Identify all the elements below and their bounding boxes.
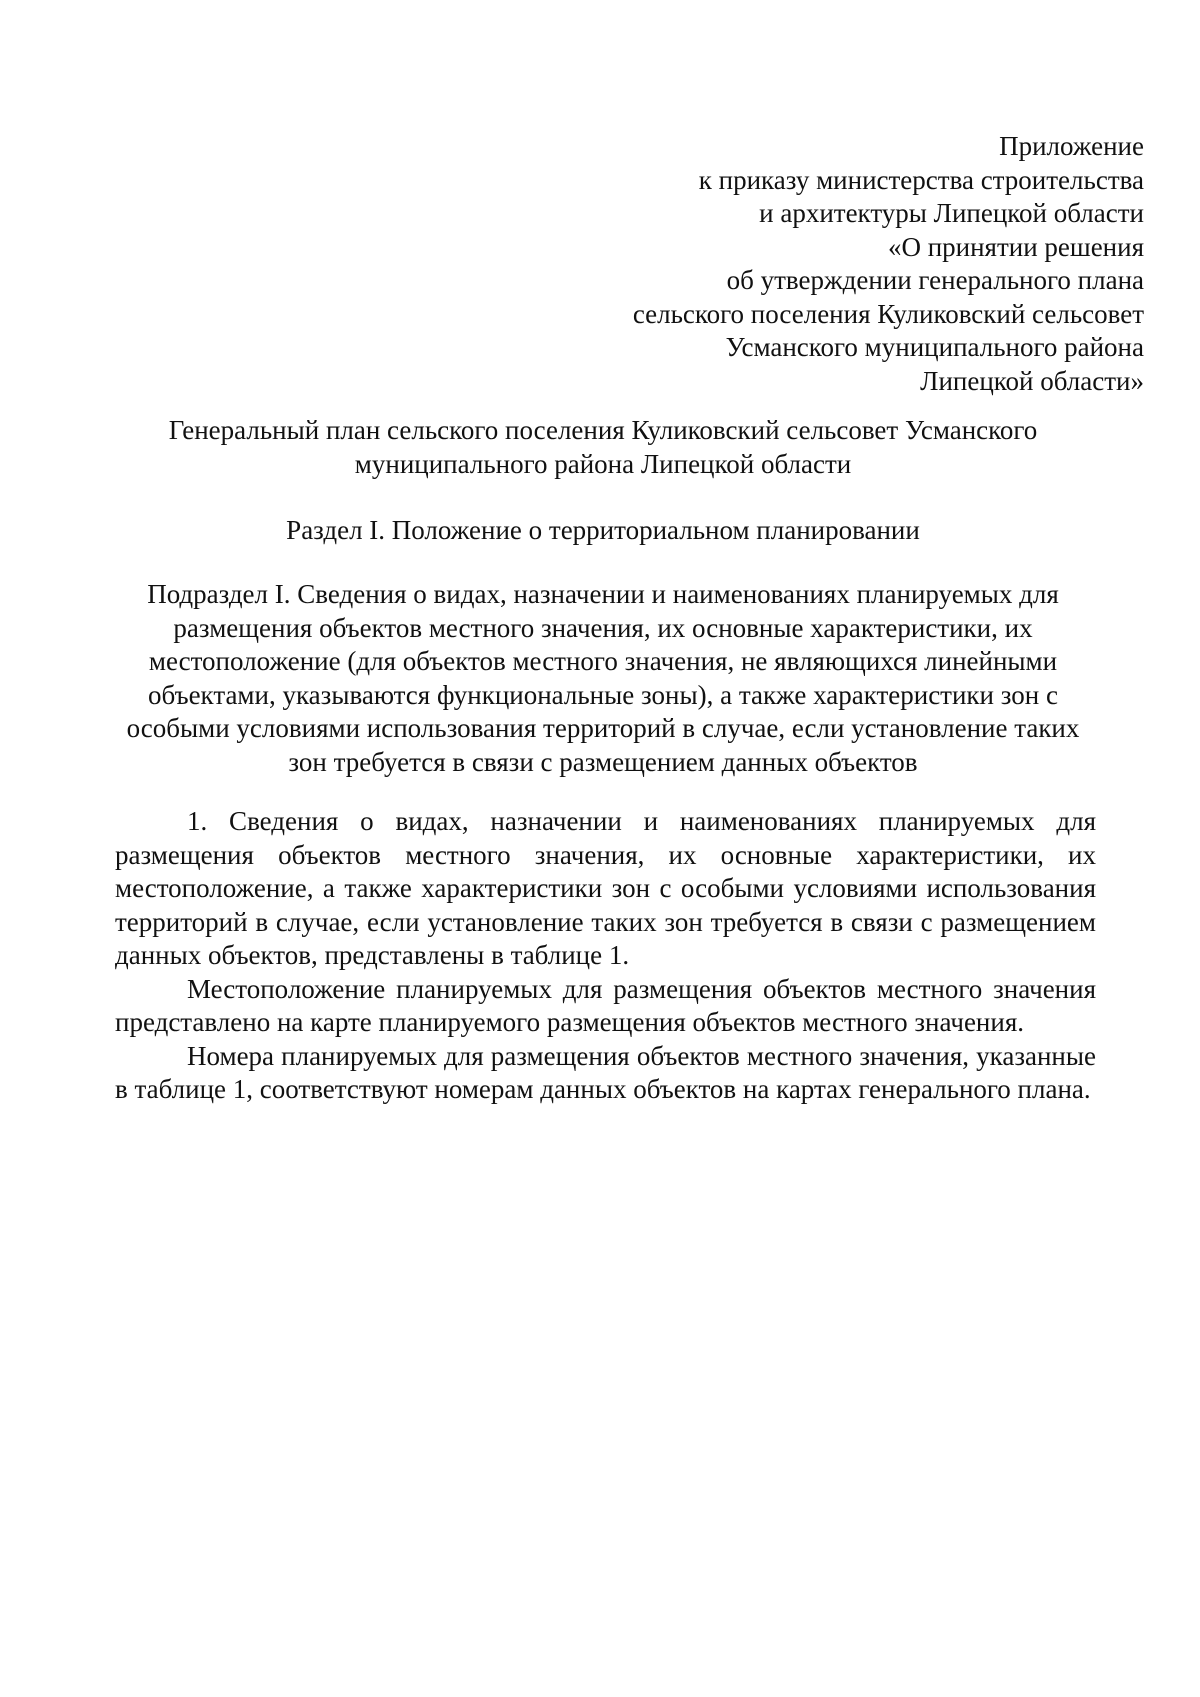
appendix-line: и архитектуры Липецкой области bbox=[759, 198, 1144, 228]
body-paragraph: Номера планируемых для размещения объектов местного значения, указанные в таблице 1, соответствуют номерам данных объектов на картах генерального плана. bbox=[115, 1040, 1096, 1104]
appendix-line: Усманского муниципального района bbox=[725, 332, 1144, 362]
subsection-heading: Подраздел I. Сведения о видах, назначении и наименованиях планируемых для размещения объектов местного значения, их основные характеристики, их местоположение (для объектов местного значения, не являющихся линейными объектами, указываются функциональные зоны), а также характеристики зон с особыми условиями использования территорий в случае, если установление таких зон требуется в связи с размещением данных объектов bbox=[126, 579, 1080, 777]
appendix-line: Приложение bbox=[999, 131, 1144, 161]
body-paragraph: Местоположение планируемых для размещения объектов местного значения представлено на карте планируемого размещения объектов местного значения. bbox=[115, 973, 1096, 1037]
appendix-line: к приказу министерства строительства bbox=[698, 164, 1144, 195]
appendix-line: об утверждении генерального плана bbox=[726, 265, 1144, 295]
body-paragraph: 1. Сведения о видах, назначении и наименованиях планируемых для размещения объектов местного значения, их основные характеристики, их местоположение, а также характеристики зон с особыми условиями использования территорий в случае, если установление таких зон требуется в связи с размещением данных объектов, представлены в таблице 1. bbox=[115, 806, 1096, 970]
appendix-line: «О принятии решения bbox=[887, 231, 1144, 262]
document-title: Генеральный план сельского поселения Куликовский сельсовет Усманского муниципального района Липецкой области bbox=[168, 415, 1038, 479]
appendix-line: сельского поселения Куликовский сельсовет bbox=[632, 298, 1144, 329]
section-heading: Раздел I. Положение о территориальном планировании bbox=[286, 515, 920, 545]
appendix-header bbox=[524, 130, 1144, 398]
appendix-line: Липецкой области» bbox=[920, 365, 1144, 396]
body-text bbox=[115, 805, 1096, 1107]
